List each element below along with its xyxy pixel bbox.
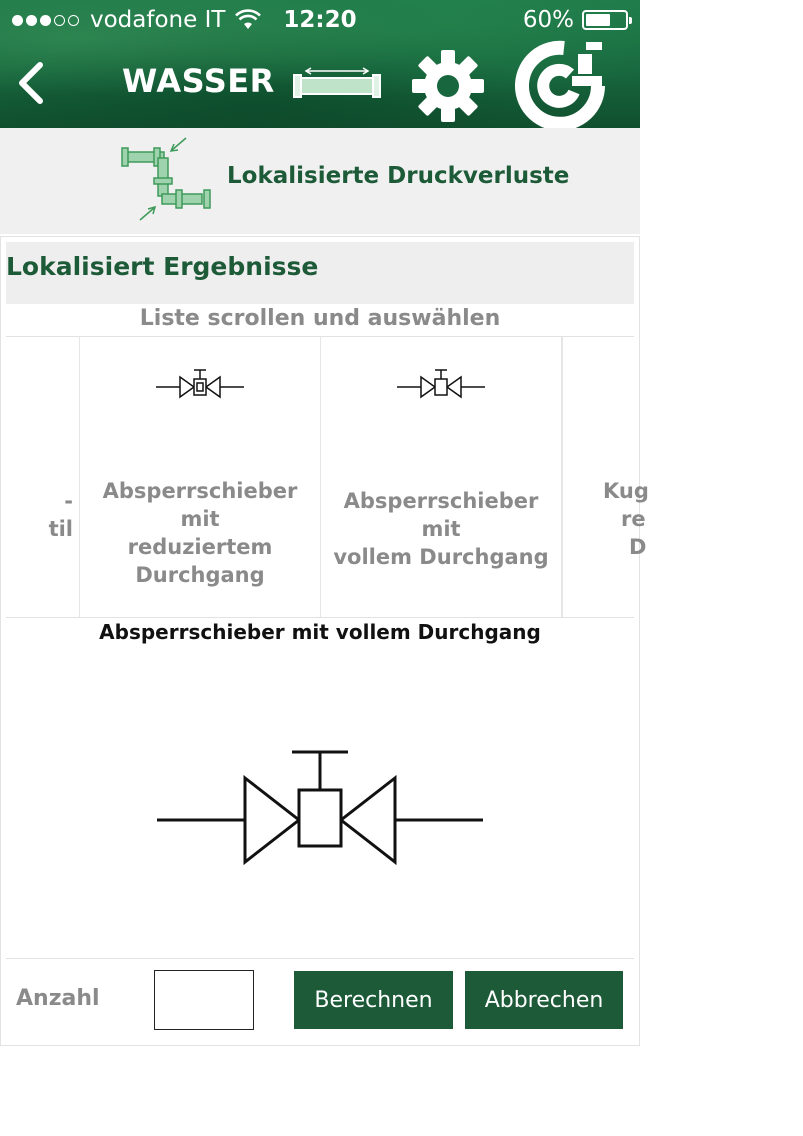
calculate-button[interactable]: Berechnen	[294, 971, 453, 1029]
app-logo[interactable]	[514, 40, 606, 130]
list-item[interactable]	[321, 337, 562, 617]
app-header	[0, 0, 640, 128]
list-item-label: Kug re D	[603, 479, 649, 559]
cancel-button[interactable]: Abbrechen	[465, 971, 623, 1029]
battery-percent: 60%	[522, 7, 574, 33]
battery-icon	[582, 10, 628, 30]
page-title: WASSER	[122, 62, 275, 100]
list-item-label: til	[48, 517, 73, 541]
quantity-input[interactable]	[154, 970, 254, 1030]
pipe-elbow-icon	[118, 134, 214, 226]
carrier-name: vodafone IT	[90, 7, 226, 33]
list-item-label: Absperrschieber mit vollem Durchgang	[333, 489, 549, 569]
pipe-icon	[292, 66, 382, 100]
status-time: 12:20	[283, 7, 357, 33]
gate-valve-reduced-icon	[154, 365, 246, 405]
back-chevron-icon[interactable]	[10, 58, 54, 108]
list-item[interactable]	[562, 337, 803, 617]
list-item-label: -	[64, 489, 73, 513]
list-item-label: Absperrschieber mit reduziertem Durchgang	[102, 479, 298, 587]
valve-carousel[interactable]	[6, 336, 649, 618]
gate-valve-full-icon	[395, 365, 487, 405]
list-item[interactable]	[0, 337, 80, 617]
gear-icon[interactable]	[410, 48, 486, 124]
quantity-label: Anzahl	[16, 986, 100, 1011]
results-title: Lokalisiert Ergebnisse	[6, 252, 319, 281]
scroll-hint: Liste scrollen und auswählen	[139, 306, 501, 331]
selected-item-title: Absperrschieber mit vollem Durchgang	[99, 620, 541, 644]
gate-valve-full-icon	[155, 746, 487, 870]
status-bar	[0, 0, 640, 40]
section-title: Lokalisierte Druckverluste	[227, 163, 570, 189]
list-item[interactable]	[80, 337, 321, 617]
